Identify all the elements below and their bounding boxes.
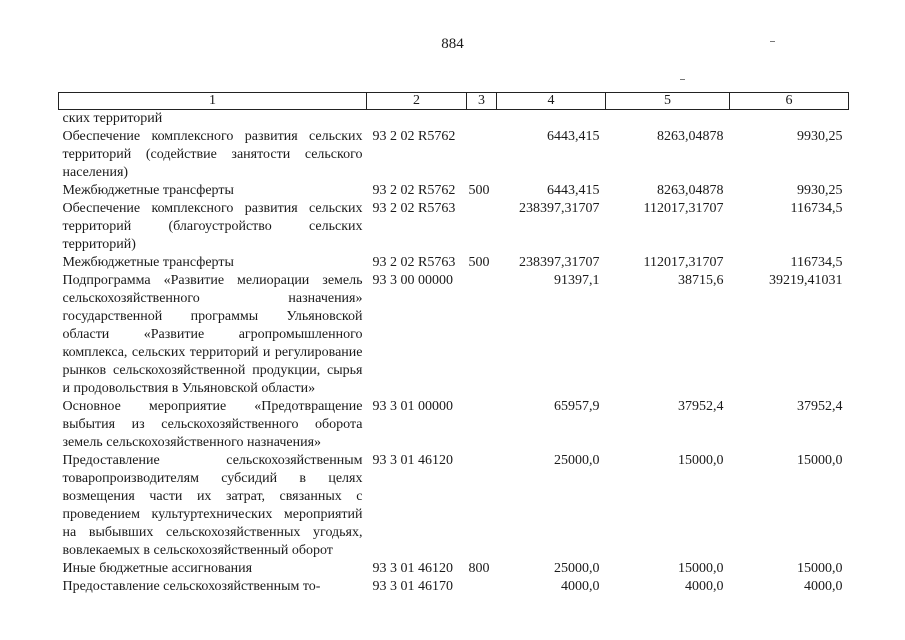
row-value-1: 25000,0 [554, 453, 600, 468]
table-row [59, 254, 849, 272]
column-header: 2 [367, 93, 467, 110]
table-row [59, 200, 849, 254]
row-value-3: 9930,25 [797, 183, 843, 198]
table-row [59, 578, 849, 596]
row-code: 93 2 02 R5763 [372, 255, 456, 270]
row-name: ских территорий [62, 111, 163, 126]
row-value-1: 238397,31707 [519, 255, 600, 270]
table-row [59, 272, 849, 398]
scan-speck [770, 41, 775, 42]
row-value-3: 39219,41031 [769, 273, 843, 288]
row-name: Обеспечение комплексного развития сельских территорий (содействие занятости сельского населения) [62, 129, 363, 180]
row-name: Обеспечение комплексного развития сельских территорий (благоустройство сельских территорий) [62, 201, 363, 252]
row-type [467, 452, 497, 560]
row-value-1: 6443,415 [547, 129, 600, 144]
row-value-2: 38715,6 [678, 273, 724, 288]
column-header: 5 [606, 93, 730, 110]
column-header: 3 [467, 93, 497, 110]
table-row [59, 398, 849, 452]
row-name: Межбюджетные трансферты [62, 255, 234, 270]
row-value-2: 112017,31707 [643, 255, 724, 270]
column-header: 4 [497, 93, 606, 110]
row-code: 93 3 01 46120 [372, 561, 453, 576]
row-code: 93 2 02 R5762 [372, 129, 456, 144]
row-name: Основное мероприятие «Предотвращение выбытия из сельскохозяйственного оборота земель сельскохозяйственного назначения» [62, 399, 363, 450]
row-name: Предоставление сельскохозяйственным то- [62, 579, 321, 594]
row-value-1: 238397,31707 [519, 201, 600, 216]
row-type: 500 [468, 255, 490, 270]
row-type [467, 110, 497, 129]
row-type [467, 272, 497, 398]
row-value-2: 4000,0 [685, 579, 724, 594]
row-value-3: 15000,0 [797, 453, 843, 468]
row-value-2: 37952,4 [678, 399, 724, 414]
header-row [59, 93, 849, 110]
row-value-1: 6443,415 [547, 183, 600, 198]
row-value-2: 8263,04878 [657, 183, 724, 198]
row-type [467, 578, 497, 596]
table-row [59, 560, 849, 578]
budget-table [58, 92, 849, 596]
row-value-1: 91397,1 [554, 273, 600, 288]
row-type [467, 128, 497, 182]
row-value-3: 116734,5 [790, 255, 843, 270]
row-value-2: 8263,04878 [657, 129, 724, 144]
row-code [367, 110, 467, 129]
row-name: Иные бюджетные ассигнования [62, 561, 253, 576]
table-row [59, 182, 849, 200]
row-value-3: 15000,0 [797, 561, 843, 576]
row-value-3: 9930,25 [797, 129, 843, 144]
column-header: 6 [730, 93, 849, 110]
row-value-1: 4000,0 [561, 579, 600, 594]
row-type: 800 [468, 561, 490, 576]
row-value-1: 25000,0 [554, 561, 600, 576]
row-name: Предоставление сельскохозяйственным товаропроизводителям субсидий в целях возмещения части их затрат, связанных с проведением культуртехнических мероприятий на выбывших сельскохозяйственных угодьях, вовлекаемых в сельскохозяйственный оборот [62, 453, 363, 558]
row-type: 500 [468, 183, 490, 198]
row-code: 93 2 02 R5762 [372, 183, 456, 198]
row-type [467, 398, 497, 452]
row-value-2 [606, 110, 730, 129]
row-value-1: 65957,9 [554, 399, 600, 414]
row-value-3: 37952,4 [797, 399, 843, 414]
page-number: 884 [441, 36, 464, 52]
row-value-2: 112017,31707 [643, 201, 724, 216]
column-header: 1 [59, 93, 367, 110]
row-value-3 [730, 110, 849, 129]
row-code: 93 3 01 00000 [372, 399, 453, 414]
table-row [59, 128, 849, 182]
row-name: Межбюджетные трансферты [62, 183, 234, 198]
row-value-2: 15000,0 [678, 561, 724, 576]
row-value-3: 116734,5 [790, 201, 843, 216]
row-type [467, 200, 497, 254]
row-code: 93 2 02 R5763 [372, 201, 456, 216]
table-row [59, 110, 849, 129]
row-code: 93 3 01 46120 [372, 453, 453, 468]
row-code: 93 3 00 00000 [372, 273, 453, 288]
row-value-1 [497, 110, 606, 129]
row-value-3: 4000,0 [804, 579, 843, 594]
table-row [59, 452, 849, 560]
row-code: 93 3 01 46170 [372, 579, 453, 594]
row-name: Подпрограмма «Развитие мелиорации земель сельскохозяйственного назначения» государственной программы Ульяновской области «Развитие агропромышленного комплекса, сельских территорий и регулирование рынков сельскохозяйственной продукции, сырья и продовольствия в Ульяновской области» [62, 273, 363, 396]
scan-speck [680, 79, 685, 80]
row-value-2: 15000,0 [678, 453, 724, 468]
